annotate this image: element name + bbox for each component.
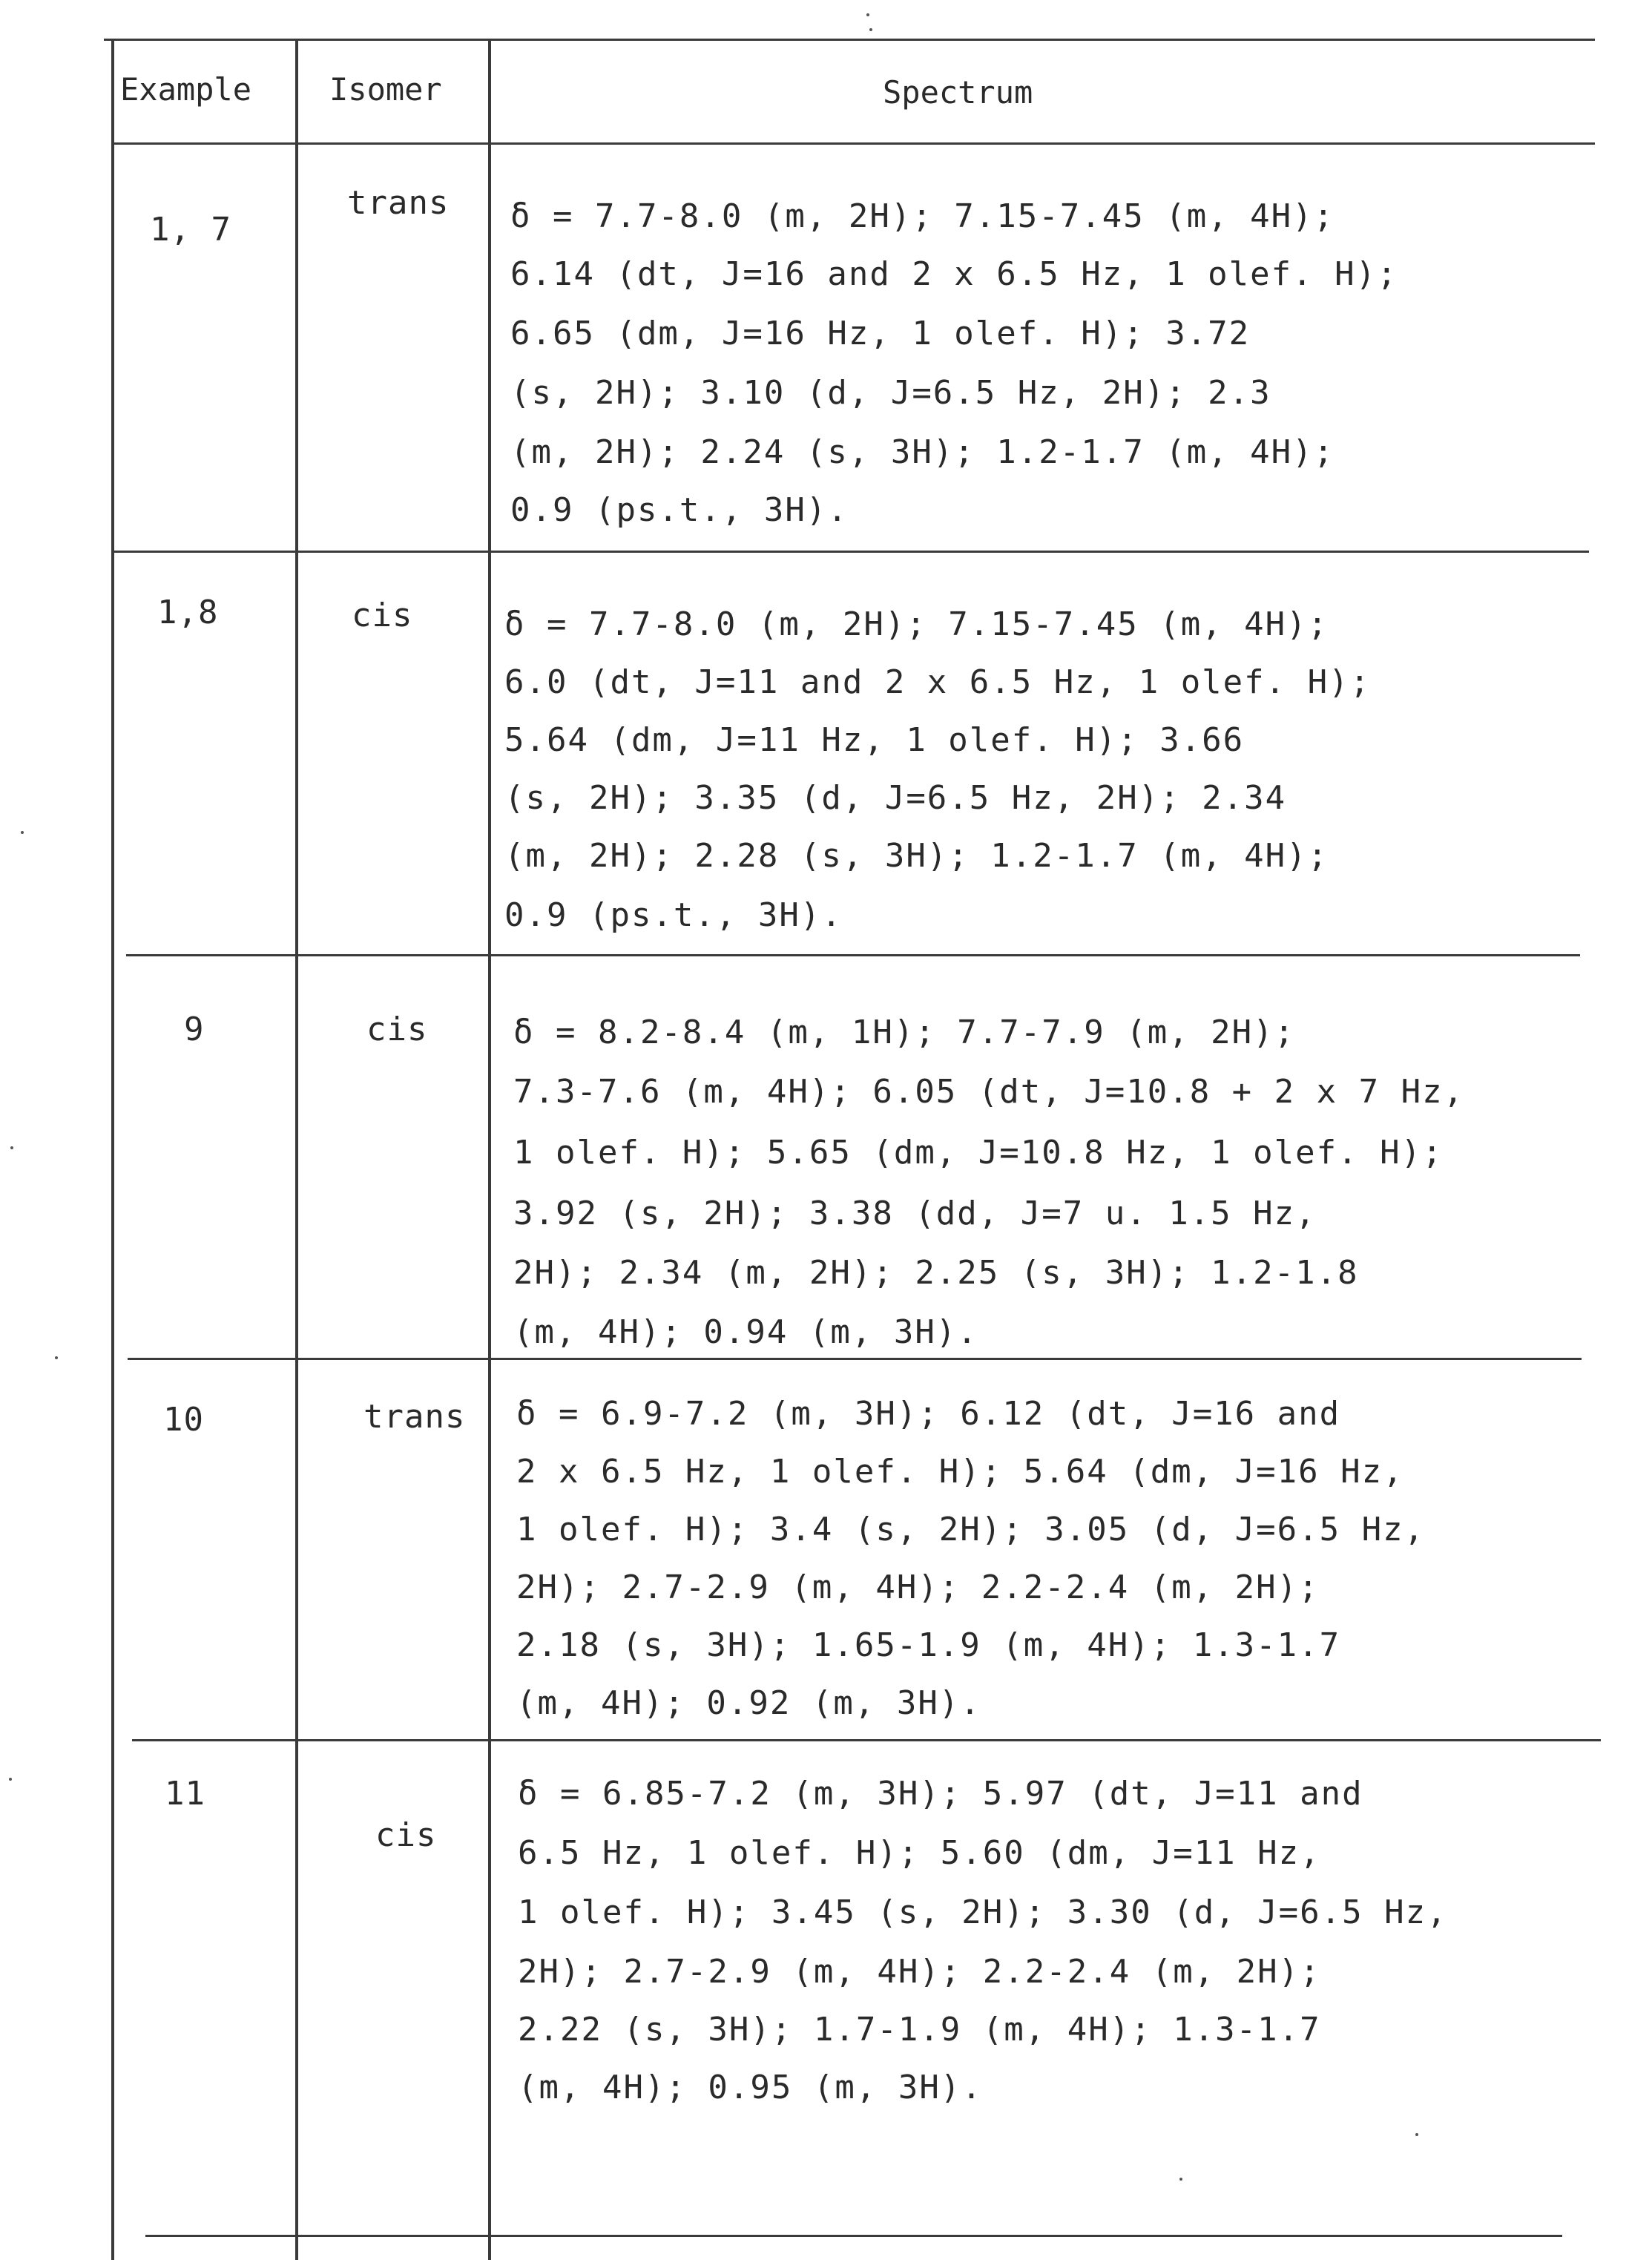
- spectrum-line: 6.0 (dt, J=11 and 2 x 6.5 Hz, 1 olef. H);: [504, 663, 1372, 701]
- row-separator: [128, 1358, 1582, 1360]
- table-bottom-rule: [145, 2235, 1562, 2237]
- scan-speck: [9, 1778, 12, 1781]
- spectrum-line: (m, 4H); 0.92 (m, 3H).: [516, 1684, 981, 1722]
- scan-speck: [10, 1146, 13, 1149]
- scan-speck: [21, 831, 24, 834]
- column-divider-isomer-spectrum: [488, 39, 491, 2260]
- spectrum-line: (m, 4H); 0.95 (m, 3H).: [518, 2069, 983, 2106]
- spectrum-line: (s, 2H); 3.35 (d, J=6.5 Hz, 2H); 2.34: [504, 779, 1287, 817]
- spectrum-line: 2.18 (s, 3H); 1.65-1.9 (m, 4H); 1.3-1.7: [516, 1626, 1341, 1664]
- spectrum-line: 6.14 (dt, J=16 and 2 x 6.5 Hz, 1 olef. H);: [510, 255, 1398, 293]
- spectrum-line: 2 x 6.5 Hz, 1 olef. H); 5.64 (dm, J=16 Hz,: [516, 1453, 1404, 1491]
- table-top-rule: [104, 39, 1595, 41]
- nmr-spectrum-table: [111, 39, 1595, 2260]
- scan-speck: [869, 28, 872, 31]
- scan-speck: [55, 1356, 58, 1359]
- row-separator: [126, 954, 1580, 956]
- example-cell: 1,8: [157, 594, 219, 631]
- spectrum-line: 7.3-7.6 (m, 4H); 6.05 (dt, J=10.8 + 2 x 7 Hz,: [513, 1073, 1465, 1111]
- spectrum-line: 5.64 (dm, J=11 Hz, 1 olef. H); 3.66: [504, 721, 1245, 759]
- spectrum-line: 6.65 (dm, J=16 Hz, 1 olef. H); 3.72: [510, 315, 1251, 352]
- column-divider-example-isomer: [295, 39, 298, 2260]
- spectrum-line: 1 olef. H); 5.65 (dm, J=10.8 Hz, 1 olef. H);: [513, 1134, 1444, 1172]
- spectrum-line: 2H); 2.34 (m, 2H); 2.25 (s, 3H); 1.2-1.8: [513, 1254, 1359, 1292]
- spectrum-line: 0.9 (ps.t., 3H).: [504, 896, 843, 934]
- spectrum-line: δ = 6.85-7.2 (m, 3H); 5.97 (dt, J=11 and: [518, 1775, 1363, 1813]
- isomer-cell: cis: [375, 1816, 437, 1854]
- isomer-cell: cis: [366, 1011, 428, 1048]
- row-separator: [132, 1739, 1601, 1741]
- table-left-border: [111, 39, 114, 2260]
- header-bottom-rule: [111, 142, 1595, 145]
- spectrum-line: δ = 6.9-7.2 (m, 3H); 6.12 (dt, J=16 and: [516, 1395, 1341, 1433]
- header-spectrum: Spectrum: [883, 74, 1033, 111]
- isomer-cell: trans: [363, 1398, 466, 1436]
- isomer-cell: cis: [352, 597, 413, 634]
- example-cell: 10: [163, 1401, 204, 1439]
- header-isomer: Isomer: [329, 71, 442, 108]
- example-cell: 11: [165, 1775, 205, 1813]
- example-cell: 9: [184, 1011, 205, 1048]
- spectrum-line: (m, 4H); 0.94 (m, 3H).: [513, 1313, 978, 1351]
- spectrum-line: δ = 7.7-8.0 (m, 2H); 7.15-7.45 (m, 4H);: [510, 197, 1335, 235]
- spectrum-line: 1 olef. H); 3.4 (s, 2H); 3.05 (d, J=6.5 Hz,: [516, 1511, 1426, 1548]
- spectrum-line: 6.5 Hz, 1 olef. H); 5.60 (dm, J=11 Hz,: [518, 1834, 1321, 1872]
- spectrum-line: (m, 2H); 2.24 (s, 3H); 1.2-1.7 (m, 4H);: [510, 433, 1335, 471]
- spectrum-line: 3.92 (s, 2H); 3.38 (dd, J=7 u. 1.5 Hz,: [513, 1195, 1317, 1232]
- spectrum-line: δ = 8.2-8.4 (m, 1H); 7.7-7.9 (m, 2H);: [513, 1014, 1296, 1051]
- header-example: Example: [120, 71, 252, 108]
- spectrum-line: 1 olef. H); 3.45 (s, 2H); 3.30 (d, J=6.5 Hz,: [518, 1893, 1448, 1931]
- spectrum-line: 2H); 2.7-2.9 (m, 4H); 2.2-2.4 (m, 2H);: [516, 1568, 1320, 1606]
- spectrum-line: 0.9 (ps.t., 3H).: [510, 491, 849, 529]
- isomer-cell: trans: [347, 184, 450, 222]
- spectrum-line: δ = 7.7-8.0 (m, 2H); 7.15-7.45 (m, 4H);: [504, 605, 1329, 643]
- example-cell: 1, 7: [150, 211, 231, 249]
- row-separator: [113, 551, 1589, 553]
- spectrum-line: (m, 2H); 2.28 (s, 3H); 1.2-1.7 (m, 4H);: [504, 837, 1329, 875]
- spectrum-line: 2.22 (s, 3H); 1.7-1.9 (m, 4H); 1.3-1.7: [518, 2011, 1321, 2049]
- scan-speck: [866, 13, 869, 16]
- spectrum-line: 2H); 2.7-2.9 (m, 4H); 2.2-2.4 (m, 2H);: [518, 1953, 1321, 1991]
- spectrum-line: (s, 2H); 3.10 (d, J=6.5 Hz, 2H); 2.3: [510, 374, 1271, 412]
